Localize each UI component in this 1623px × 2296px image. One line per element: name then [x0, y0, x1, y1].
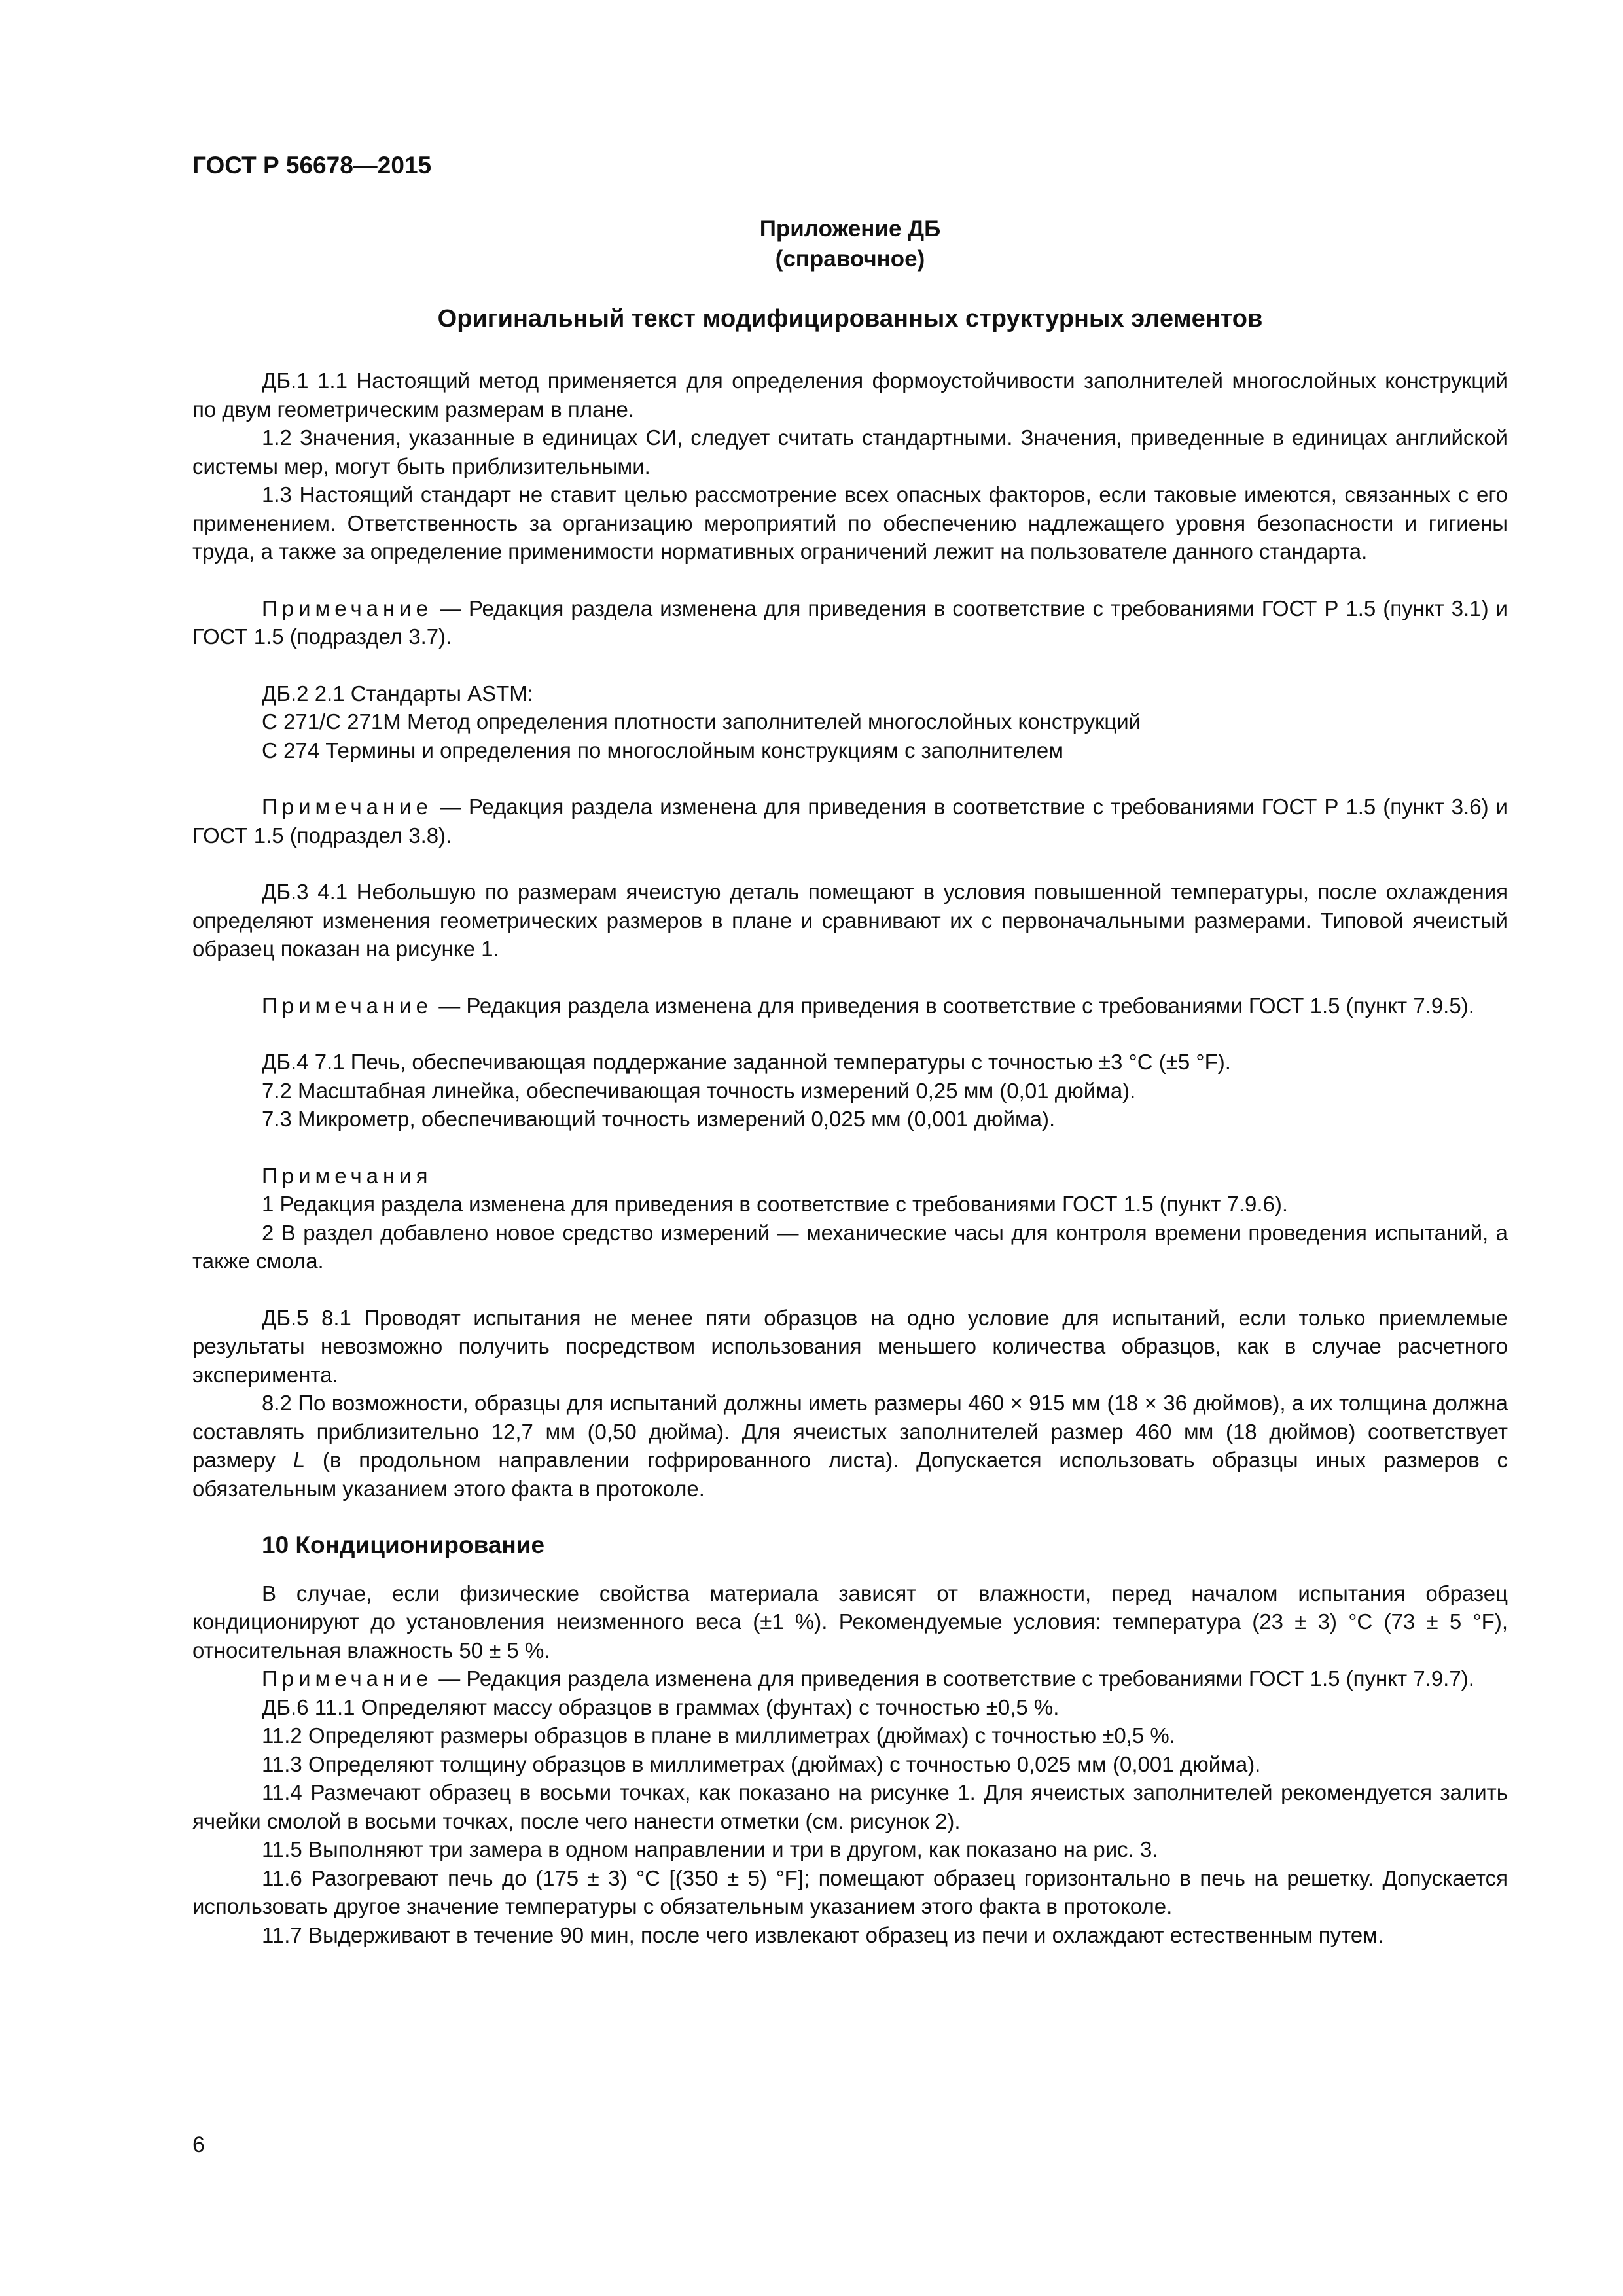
paragraph-db6-7: 11.7 Выдерживают в течение 90 мин, после чего извлекают образец из печи и охлаждают естественным путем. — [262, 1922, 1384, 1947]
paragraph-db1-2: 1.2 Значения, указанные в единицах СИ, следует считать стандартными. Значения, приведенные в единицах английской системы мер, могут быть приблизительными. — [192, 425, 1508, 478]
note-text: — Редакция раздела изменена для приведения в соответствие с требованиями ГОСТ 1.5 (пункт 7.9.7). — [438, 1666, 1474, 1691]
annex-title: Приложение ДБ — [759, 216, 941, 242]
paragraph-db3-1: ДБ.3 4.1 Небольшую по размерам ячеистую деталь помещают в условия повышенной температуры, после охлаждения определяют изменения геометрических размеров в плане и сравнивают их с первоначальными размерами. Типовой ячеистый образец показан на рисунке 1. — [192, 880, 1508, 961]
paragraph-db6-6: 11.6 Разогревают печь до (175 ± 3) °С [(350 ± 5) °F]; помещают образец горизонтально в печь на решетку. Допускается использовать другое значение температуры с обязательным указанием этого факта в протоколе. — [192, 1865, 1508, 1918]
paragraph-db1-1: ДБ.1 1.1 Настоящий метод применяется для определения формоустойчивости заполнителей многослойных конструкций по двум геометрическим размерам в плане. — [192, 368, 1508, 422]
paragraph-s10-1: В случае, если физические свойства материала зависят от влажности, перед началом испытания образец кондиционируют до установления неизменного веса (±1 %). Рекомендуемые условия: температура (23 ± 3) °С (73 ± 5 °F), относительная влажность 50 ± 5 %. — [192, 1581, 1508, 1662]
variable-l: L — [293, 1448, 306, 1472]
notes-label: Примечания — [262, 1163, 433, 1188]
document-id: ГОСТ Р 56678—2015 — [192, 152, 432, 179]
document-body — [192, 367, 1508, 1949]
paragraph-db6-1: ДБ.6 11.1 Определяют массу образцов в граммах (фунтах) с точностью ±0,5 %. — [262, 1695, 1060, 1719]
note-text: — Редакция раздела изменена для приведения в соответствие с требованиями ГОСТ 1.5 (пункт 7.9.5). — [438, 993, 1474, 1018]
note-s10 — [192, 1664, 1508, 1693]
paragraph-db5-2 — [192, 1389, 1508, 1503]
note-db1 — [192, 594, 1508, 651]
note-db2 — [192, 793, 1508, 850]
note-label: Примечание — [262, 596, 433, 620]
notes-label-db4 — [192, 1162, 1508, 1191]
paragraph-db4-2: 7.2 Масштабная линейка, обеспечивающая точность измерений 0,25 мм (0,01 дюйма). — [262, 1078, 1136, 1103]
note-label: Примечание — [262, 993, 433, 1018]
annex-subtitle: (справочное) — [775, 246, 925, 272]
paragraph-db4-1: ДБ.4 7.1 Печь, обеспечивающая поддержание заданной температуры с точностью ±3 °С (±5 °F). — [262, 1050, 1231, 1074]
paragraph-db2-2: С 271/С 271M Метод определения плотности заполнителей многослойных конструкций — [262, 709, 1141, 734]
note-db4-2: 2 В раздел добавлено новое средство измерений — механические часы для контроля времени проведения испытаний, а также смола. — [192, 1220, 1508, 1273]
paragraph-db4-3: 7.3 Микрометр, обеспечивающий точность измерений 0,025 мм (0,001 дюйма). — [262, 1107, 1056, 1131]
paragraph-db5-2-start: 8.2 По возможности, образцы для испытаний должны иметь размеры 460 × 915 мм (18 × 36 дюймов), а их толщина должна составлять приблизительно 12,7 мм (0,50 дюйма). Для ячеистых заполнителей размер 460 мм (18 дюймов) соответствует размеру — [192, 1391, 1508, 1472]
paragraph-db5-2-end: (в продольном направлении гофрированного листа). Допускается использовать образцы иных размеров с обязательным указанием этого факта в протоколе. — [192, 1448, 1508, 1501]
paragraph-db6-2: 11.2 Определяют размеры образцов в плане в миллиметрах (дюймах) с точностью ±0,5 %. — [262, 1723, 1175, 1748]
paragraph-db6-5: 11.5 Выполняют три замера в одном направлении и три в другом, как показано на рис. 3. — [262, 1837, 1158, 1861]
paragraph-db6-3: 11.3 Определяют толщину образцов в миллиметрах (дюймах) с точностью 0,025 мм (0,001 дюйма). — [262, 1751, 1261, 1776]
note-label: Примечание — [262, 1666, 433, 1691]
note-label: Примечание — [262, 795, 433, 819]
paragraph-db2-1: ДБ.2 2.1 Стандарты ASTM: — [262, 681, 533, 706]
paragraph-db2-3: С 274 Термины и определения по многослойным конструкциям с заполнителем — [262, 738, 1063, 762]
page-number: 6 — [192, 2132, 205, 2157]
note-text: — Редакция раздела изменена для приведения в соответствие с требованиями ГОСТ Р 1.5 (пункт 3.1) и ГОСТ 1.5 (подраздел 3.7). — [192, 596, 1508, 649]
section-10-heading: 10 Кондиционирование — [262, 1532, 545, 1558]
paragraph-db5-1: ДБ.5 8.1 Проводят испытания не менее пяти образцов на одно условие для испытаний, если только приемлемые результаты невозможно получить посредством использования меньшего количества образцов, как в случае расчетного эксперимента. — [192, 1305, 1508, 1387]
annex-heading: Оригинальный текст модифицированных структурных элементов — [437, 305, 1263, 332]
note-db3 — [192, 992, 1508, 1020]
note-text: — Редакция раздела изменена для приведения в соответствие с требованиями ГОСТ Р 1.5 (пункт 3.6) и ГОСТ 1.5 (подраздел 3.8). — [192, 795, 1508, 848]
paragraph-db6-4: 11.4 Размечают образец в восьми точках, как показано на рисунке 1. Для ячеистых заполнителей рекомендуется залить ячейки смолой в восьми точках, после чего нанести отметки (см. рисунок 2). — [192, 1780, 1508, 1833]
note-db4-1: 1 Редакция раздела изменена для приведения в соответствие с требованиями ГОСТ 1.5 (пункт 7.9.6). — [262, 1192, 1289, 1216]
paragraph-db1-3: 1.3 Настоящий стандарт не ставит целью рассмотрение всех опасных факторов, если таковые имеются, связанных с его применением. Ответственность за организацию мероприятий по обеспечению надлежащего уровня безопасности и гигиены труда, а также за определение применимости нормативных ограничений лежит на пользователе данного стандарта. — [192, 482, 1508, 564]
